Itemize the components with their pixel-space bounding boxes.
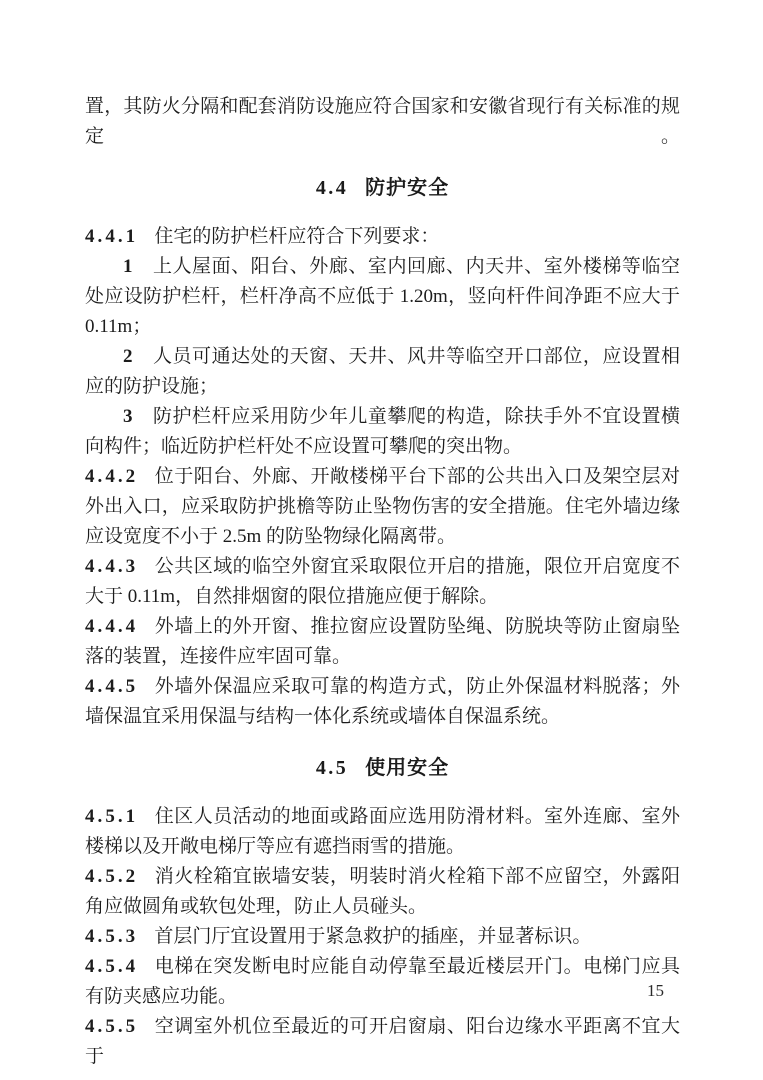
clause-4-4-4 xyxy=(85,612,680,672)
clause-4-4-1 xyxy=(85,222,680,252)
clause-number: 4.5.2 xyxy=(85,866,139,887)
clause-number: 4.5.5 xyxy=(85,1016,139,1037)
section-heading-4-5 xyxy=(85,753,680,783)
clause-number: 4.5.3 xyxy=(85,926,139,947)
clause-text: 消火栓箱宜嵌墙安装，明装时消火栓箱下部不应留空，外露阳角应做圆角或软包处理，防止人员碰头。 xyxy=(85,866,680,917)
clause-text: 外墙外保温应采取可靠的构造方式，防止外保温材料脱落；外墙保温宜采用保温与结构一体化系统或墙体自保温系统。 xyxy=(85,676,680,727)
clause-4-4-1-item-2 xyxy=(85,342,680,402)
page-number: 15 xyxy=(647,981,664,1000)
item-number: 2 xyxy=(123,346,133,367)
clause-4-4-1-item-3 xyxy=(85,402,680,462)
section-number: 4.5 xyxy=(315,757,349,779)
clause-4-5-2 xyxy=(85,862,680,922)
clause-text: 电梯在突发断电时应能自动停靠至最近楼层开门。电梯门应具有防夹感应功能。 xyxy=(85,956,680,1007)
section-title: 防护安全 xyxy=(365,177,450,199)
item-text: 上人屋面、阳台、外廊、室内回廊、内天井、室外楼梯等临空处应设防护栏杆，栏杆净高不应低于 1.20m，竖向杆件间净距不应大于 0.11m； xyxy=(85,256,680,337)
clause-4-5-5 xyxy=(85,1012,680,1072)
section-title: 使用安全 xyxy=(365,757,450,779)
clause-number: 4.4.4 xyxy=(85,616,139,637)
clause-text: 空调室外机位至最近的可开启窗扇、阳台边缘水平距离不宜大于 xyxy=(85,1016,680,1067)
clause-text: 首层门厅宜设置用于紧急救护的插座，并显著标识。 xyxy=(154,926,592,947)
section-number: 4.4 xyxy=(315,177,349,199)
clause-number: 4.4.5 xyxy=(85,676,139,697)
clause-number: 4.4.2 xyxy=(85,466,139,487)
clause-text: 外墙上的外开窗、推拉窗应设置防坠绳、防脱块等防止窗扇坠落的装置，连接件应牢固可靠。 xyxy=(85,616,680,667)
clause-number: 4.4.3 xyxy=(85,556,139,577)
item-text: 防护栏杆应采用防少年儿童攀爬的构造，除扶手外不宜设置横向构件；临近防护栏杆处不应设置可攀爬的突出物。 xyxy=(85,406,680,457)
clause-number: 4.4.1 xyxy=(85,226,139,247)
clause-text: 公共区域的临空外窗宜采取限位开启的措施，限位开启宽度不大于 0.11m，自然排烟窗的限位措施应便于解除。 xyxy=(85,556,680,607)
clause-4-5-3 xyxy=(85,922,680,952)
clause-4-4-3 xyxy=(85,552,680,612)
clause-text: 住区人员活动的地面或路面应选用防滑材料。室外连廊、室外楼梯以及开敞电梯厅等应有遮挡雨雪的措施。 xyxy=(85,806,680,857)
clause-number: 4.5.4 xyxy=(85,956,139,977)
clause-text: 位于阳台、外廊、开敞楼梯平台下部的公共出入口及架空层对外出入口，应采取防护挑檐等防止坠物伤害的安全措施。住宅外墙边缘应设宽度不小于 2.5m 的防坠物绿化隔离带。 xyxy=(85,466,680,547)
clause-4-4-1-item-1 xyxy=(85,252,680,342)
clause-text: 住宅的防护栏杆应符合下列要求： xyxy=(154,226,440,247)
clause-4-4-2 xyxy=(85,462,680,552)
continuation-paragraph: 置，其防火分隔和配套消防设施应符合国家和安徽省现行有关标准的规定。 xyxy=(85,96,680,147)
item-number: 1 xyxy=(123,256,133,277)
clause-4-5-4 xyxy=(85,952,680,1012)
item-text: 人员可通达处的天窗、天井、风井等临空开口部位，应设置相应的防护设施； xyxy=(85,346,680,397)
item-number: 3 xyxy=(123,406,133,427)
clause-number: 4.5.1 xyxy=(85,806,139,827)
clause-4-5-1 xyxy=(85,802,680,862)
section-heading-4-4 xyxy=(85,173,680,203)
clause-4-4-5 xyxy=(85,672,680,732)
